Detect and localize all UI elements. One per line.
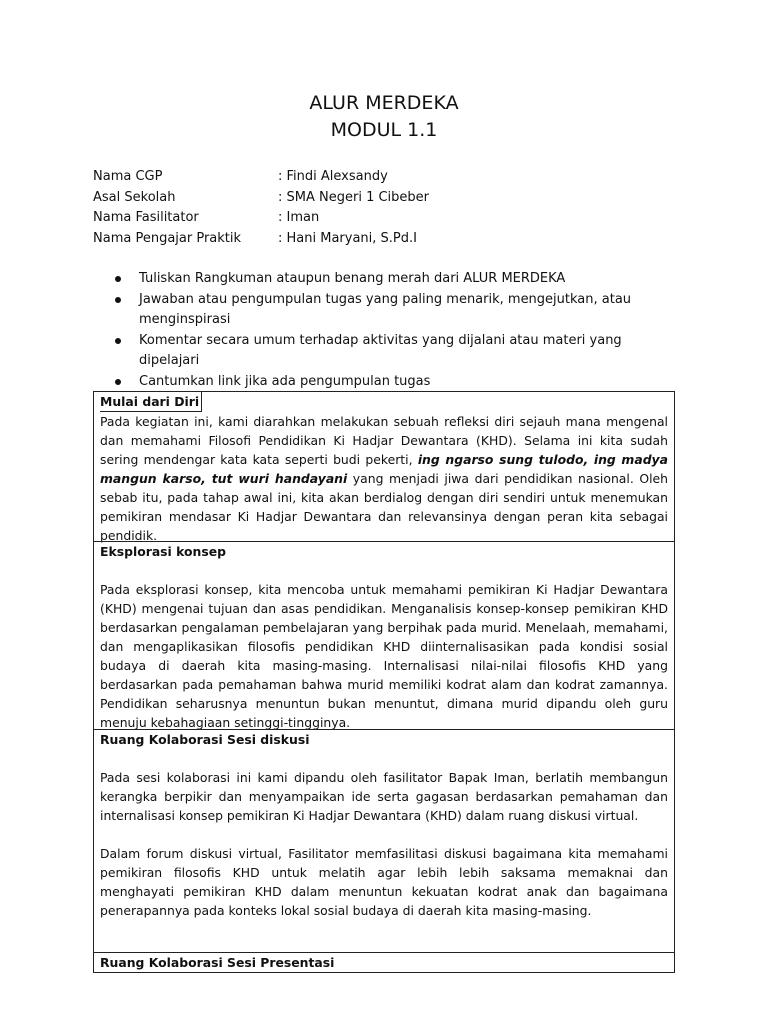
list-item: Komentar secara umum terhadap aktivitas yang dijalani atau materi yang dipelajari	[93, 331, 678, 372]
info-value: : Hani Maryani, S.Pd.I	[278, 230, 417, 246]
page-title	[0, 90, 768, 144]
list-item: Cantumkan link jika ada pengumpulan tugas	[93, 372, 678, 393]
list-item: Jawaban atau pengumpulan tugas yang paling menarik, mengejutkan, atau menginspirasi	[93, 290, 678, 331]
instruction-list	[93, 269, 678, 392]
section-sesi-presentasi	[93, 952, 675, 973]
info-row-cgp	[93, 167, 693, 188]
section-text: Pada eksplorasi konsep, kita mencoba untuk memahami pemikiran Ki Hadjar Dewantara (KHD) mengenai tujuan dan asas pendidikan. Menganalisis konsep-konsep pemikiran KHD berdasarkan pengalaman pembelajaran yang berpihak pada murid. Menelaah, memahami, dan mengaplikasikan filosofis pendidikan KHD diinternalisasikan pada kondisi sosial budaya di daerah kita masing-masing. Internalisasi nilai-nilai filosofis KHD yang berdasarkan pada pemahaman bahwa murid memiliki kodrat alam dan kodrat zamannya. Pendidikan seharusnya menuntun bukan menuntut, dimana murid dipandu oleh guru menuju kebahagiaan setinggi-tingginya.	[100, 582, 668, 730]
info-value: : SMA Negeri 1 Cibeber	[278, 189, 430, 205]
info-value: : Iman	[278, 210, 320, 226]
section-sesi-diskusi	[93, 729, 675, 953]
section-title: Ruang Kolaborasi Sesi Presentasi	[100, 955, 335, 970]
info-row-facilitator	[93, 208, 693, 229]
section-mulai-dari-diri	[93, 391, 675, 542]
text-part: Pada kegiatan ini, kami diarahkan melakukan sebuah refleksi diri sejauh mana mengenal dan memahami Filosofi Pendidikan Ki Hadjar Dewantara (KHD). Selama ini kita sudah sering mendengar kata kata seperti budi pekerti,	[100, 414, 668, 467]
text-part: yang menjadi jiwa dari pendidikan nasional. Oleh sebab itu, pada tahap awal ini, kita akan berdialog dengan diri sendiri untuk menemukan pemikiran mendasar Ki Hadjar Dewantara dan relevansinya dengan peran kita sebagai pendidik.	[100, 471, 668, 543]
info-label: Nama CGP	[93, 169, 163, 184]
info-row-school	[93, 188, 693, 209]
emphasis-text: ing ngarso sung tulodo, ing madya mangun karso, tut wuri handayani	[100, 452, 668, 486]
section-text: Pada sesi kolaborasi ini kami dipandu oleh fasilitator Bapak Iman, berlatih membangun kerangka berpikir dan menyampaikan ide serta gagasan berdasarkan pemahaman dan internalisasi konsep pemikiran Ki Hadjar Dewantara (KHD) dalam ruang diskusi virtual.	[100, 770, 668, 823]
info-label: Nama Pengajar Praktik	[93, 230, 242, 246]
identity-info	[93, 167, 693, 249]
section-title: Eksplorasi konsep	[100, 544, 227, 559]
section-title: Mulai dari Diri	[100, 392, 202, 412]
section-eksplorasi-konsep	[93, 541, 675, 730]
section-title: Ruang Kolaborasi Sesi diskusi	[100, 732, 310, 747]
info-value: : Findi Alexsandy	[278, 169, 388, 184]
list-item: Tuliskan Rangkuman ataupun benang merah dari ALUR MERDEKA	[93, 269, 678, 290]
section-text	[100, 412, 668, 545]
info-row-instructor	[93, 229, 693, 250]
section-text: Dalam forum diskusi virtual, Fasilitator memfasilitasi diskusi bagaimana kita memahami pemikiran filosofis KHD untuk melatih agar lebih lebih saksama memaknai dan menghayati pemikiran KHD dalam menuntun kekuatan kodrat anak dan bagaimana penerapannya pada konteks lokal sosial budaya di daerah kita masing-masing.	[100, 846, 668, 918]
info-label: Nama Fasilitator	[93, 210, 199, 226]
info-label: Asal Sekolah	[93, 189, 176, 205]
title-line-1: ALUR MERDEKA	[309, 92, 459, 114]
title-line-2: MODUL 1.1	[330, 119, 438, 141]
